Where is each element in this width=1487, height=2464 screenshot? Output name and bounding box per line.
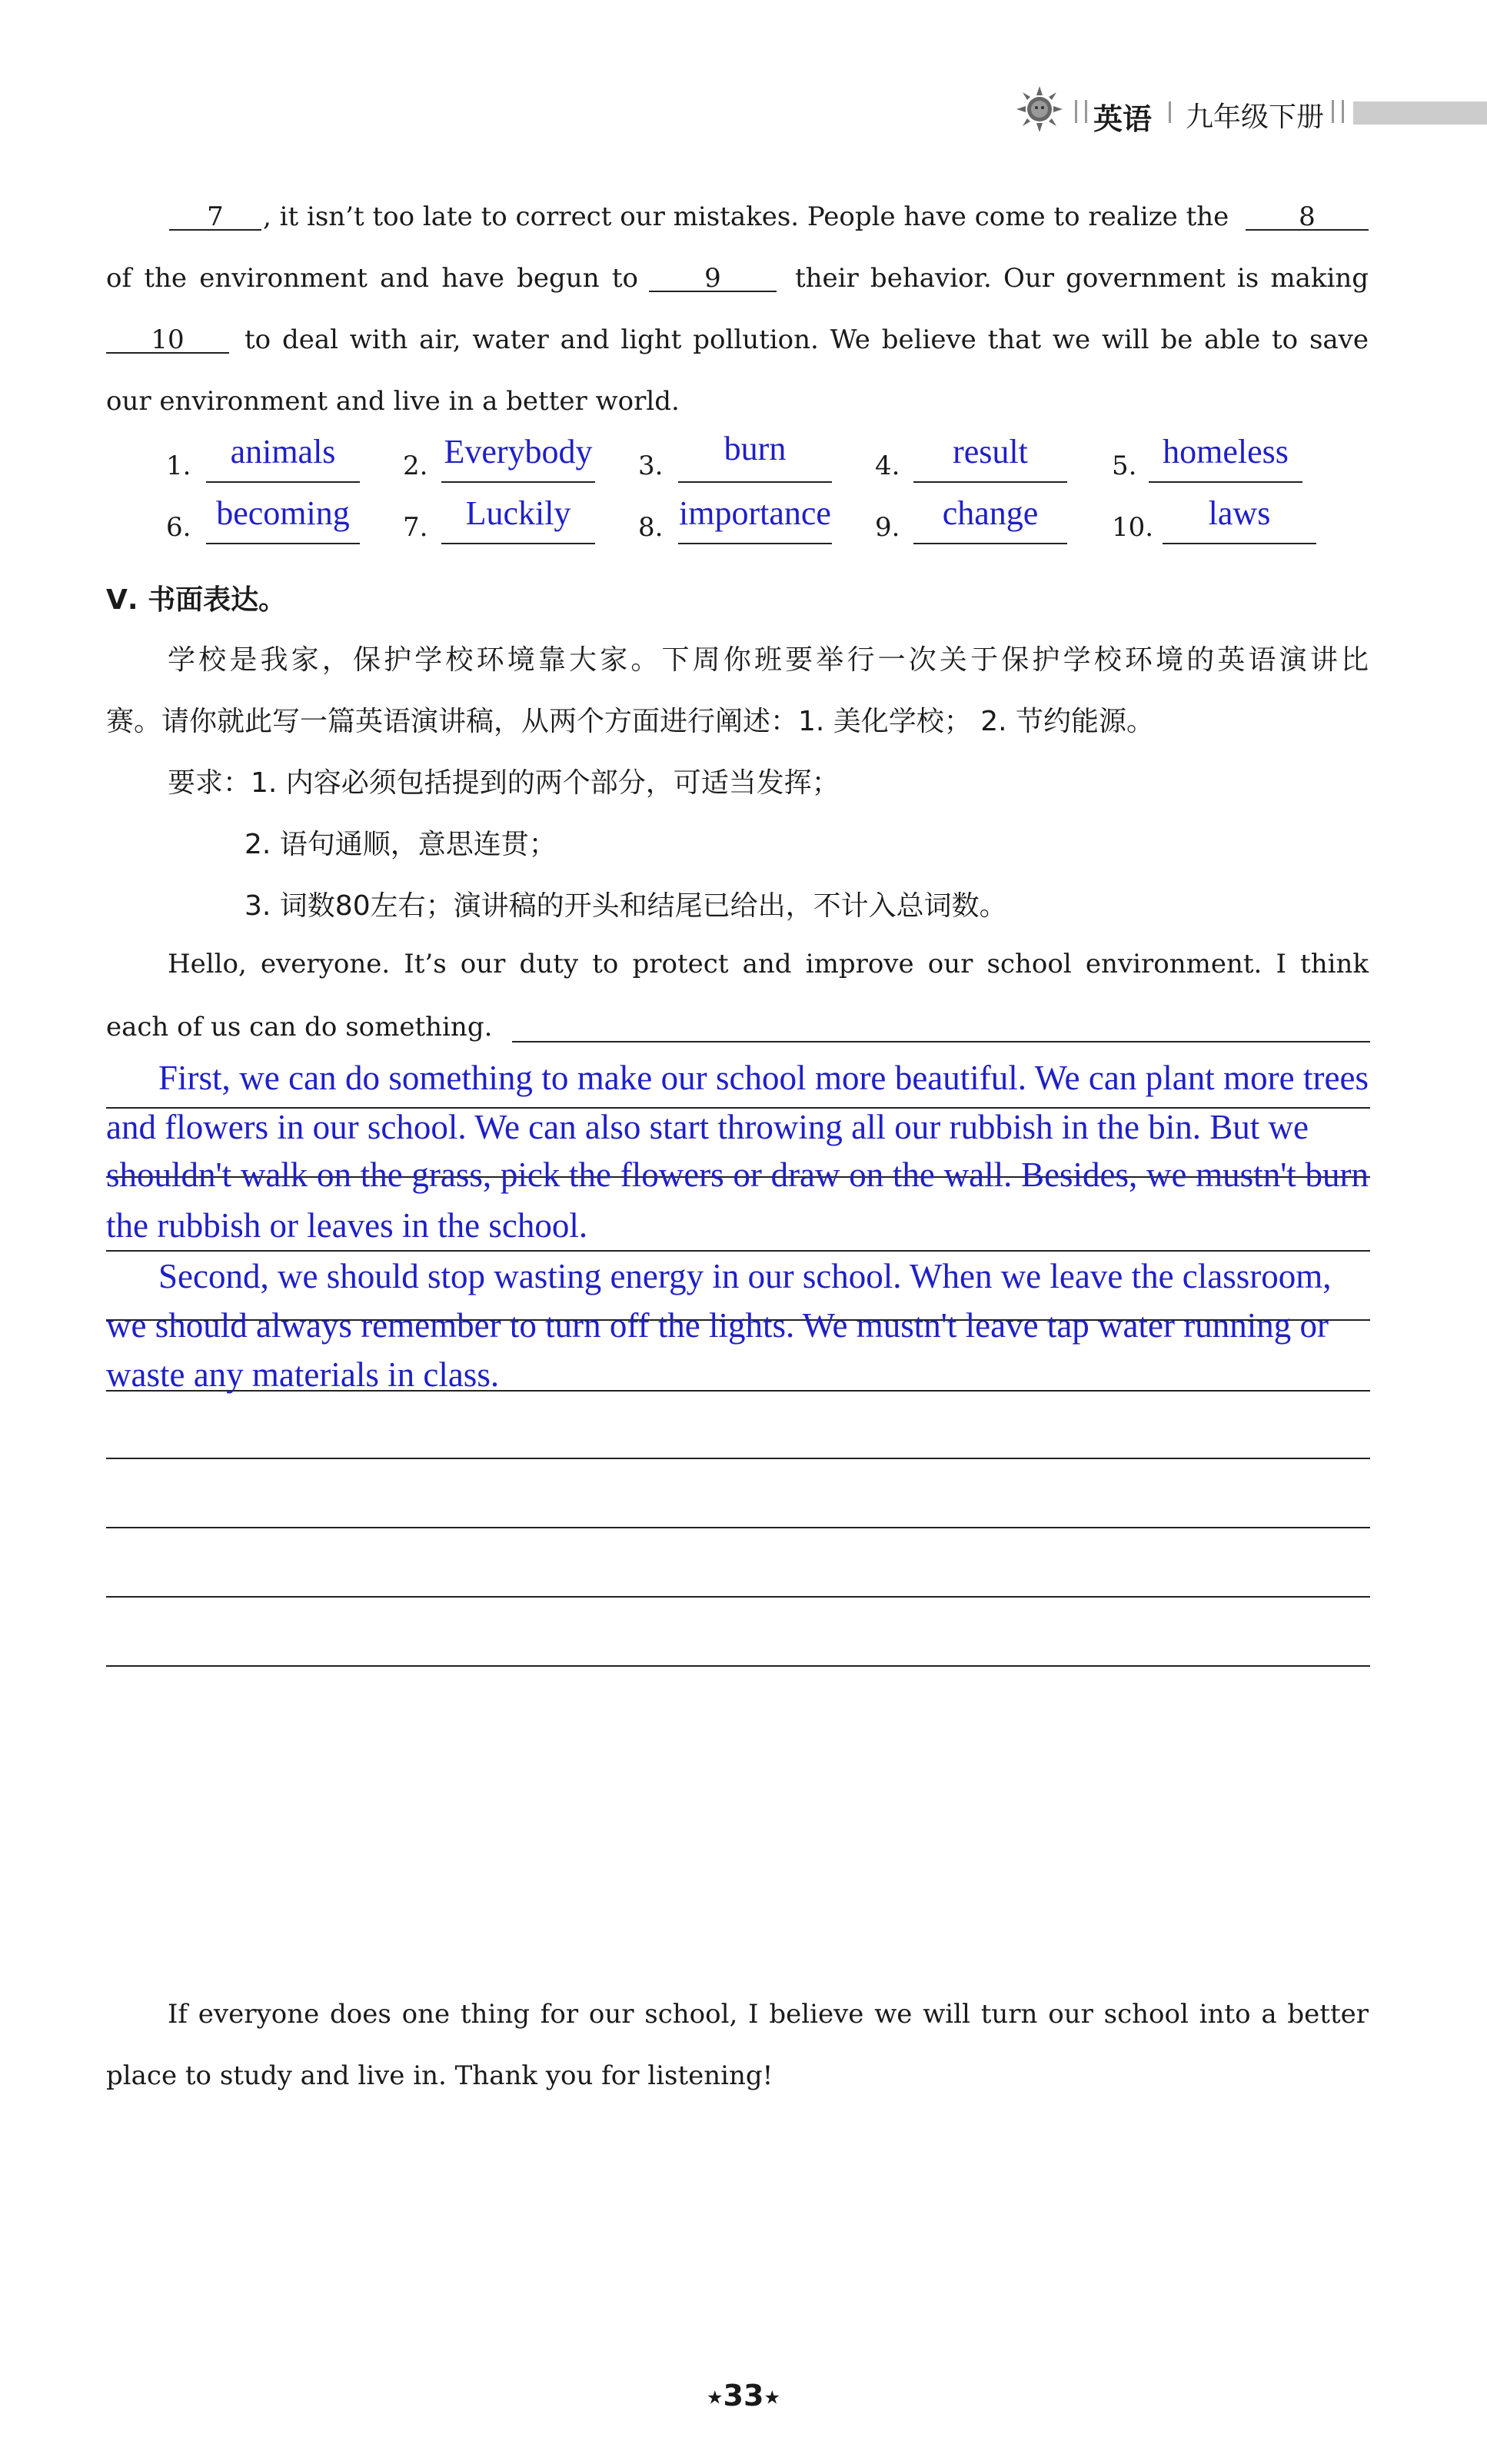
speech-opening: Hello, everyone. It’s our duty to protect and improve our school environment. I think <box>168 949 1369 979</box>
header-book: 九年级下册 <box>1186 101 1325 133</box>
essay-line: waste any materials in class. <box>106 1355 500 1394</box>
sun-logo-icon <box>1015 85 1064 134</box>
answer-blank <box>206 543 360 544</box>
passage-line: of the environment and have begun to <box>106 263 638 294</box>
header-divider-2 <box>1169 101 1171 123</box>
prompt-line: 赛。请你就此写一篇英语演讲稿，从两个方面进行阐述：1. 美化学校； 2. 节约能源。 <box>106 706 1155 737</box>
answer-blank <box>913 481 1067 483</box>
star-icon: ★ <box>707 2386 724 2409</box>
requirement: 3. 词数80左右；演讲稿的开头和结尾已给出，不计入总词数。 <box>245 890 1007 922</box>
speech-closing: If everyone does one thing for our school, I believe we will turn our school into a better <box>168 1999 1369 2030</box>
answer-number: 4. <box>875 451 900 481</box>
page-header <box>1015 85 1487 146</box>
blank-number: 10 <box>151 324 185 355</box>
page-number <box>669 2379 818 2412</box>
answer-number: 5. <box>1112 451 1137 481</box>
answer-word: Luckily <box>465 494 571 532</box>
prompt-line: 学校是我家，保护学校环境靠大家。下周你班要举行一次关于保护学校环境的英语演讲比 <box>168 644 1369 676</box>
star-icon: ★ <box>763 2386 780 2409</box>
passage-line: , it isn’t too late to correct our mistakes. People have come to realize the <box>263 201 1229 232</box>
speech-opening: each of us can do something. <box>106 1012 493 1042</box>
answer-word: animals <box>230 433 336 471</box>
answer-word: becoming <box>216 494 350 532</box>
answer-number: 9. <box>875 512 900 543</box>
answer-blank <box>678 543 832 544</box>
requirement: 2. 语句通顺，意思连贯； <box>245 829 557 860</box>
answer-number: 3. <box>638 451 664 481</box>
answer-blank <box>441 481 595 483</box>
essay-line: and flowers in our school. We can also start throwing all our rubbish in the bin. But we <box>106 1108 1309 1146</box>
writing-line <box>106 1665 1370 1667</box>
answer-blank <box>913 543 1067 544</box>
essay-line: Second, we should stop wasting energy in our school. When we leave the classroom, <box>158 1257 1332 1295</box>
essay-line: we should always remember to turn off the lights. We mustn't leave tap water running or <box>106 1306 1329 1345</box>
answer-number: 2. <box>403 451 428 481</box>
blank-number: 7 <box>207 201 224 232</box>
answer-number: 10. <box>1112 512 1154 543</box>
writing-line <box>512 1041 1370 1042</box>
answer-blank <box>678 481 832 483</box>
essay-line: the rubbish or leaves in the school. <box>106 1206 588 1245</box>
answer-word: result <box>953 433 1028 471</box>
answer-word: homeless <box>1163 433 1289 471</box>
answer-number: 8. <box>638 512 664 543</box>
header-divider <box>1075 100 1087 123</box>
requirement: 要求：1. 内容必须包括提到的两个部分，可适当发挥； <box>168 767 840 799</box>
answer-word: laws <box>1208 494 1271 532</box>
answer-blank <box>441 543 595 544</box>
writing-line <box>106 1250 1370 1252</box>
passage-line: their behavior. Our government is making <box>795 263 1369 294</box>
answer-blank <box>1149 481 1302 483</box>
answer-number: 7. <box>403 512 428 543</box>
blank-number: 8 <box>1299 201 1316 232</box>
answer-word: importance <box>679 494 831 532</box>
header-divider-3 <box>1332 100 1344 123</box>
answer-number: 1. <box>166 451 191 481</box>
essay-line: First, we can do something to make our school more beautiful. We can plant more trees <box>158 1059 1369 1097</box>
answer-blank <box>206 481 360 483</box>
passage-line: to deal with air, water and light pollution. We believe that we will be able to save <box>245 324 1369 355</box>
header-bar <box>1353 101 1487 125</box>
writing-line <box>106 1458 1370 1459</box>
speech-closing: place to study and live in. Thank you for listening! <box>106 2060 773 2091</box>
answer-word: Everybody <box>444 433 593 471</box>
passage-line: our environment and live in a better world. <box>106 386 680 417</box>
header-subject: 英语 <box>1093 102 1153 136</box>
writing-line <box>106 1527 1370 1528</box>
answer-word: burn <box>724 430 787 467</box>
answer-word: change <box>942 494 1039 532</box>
section-heading: Ⅴ. 书面表达。 <box>106 584 287 616</box>
writing-line <box>106 1596 1370 1598</box>
essay-line: shouldn't walk on the grass, pick the flowers or draw on the wall. Besides, we mustn't burn <box>106 1156 1369 1194</box>
blank-number: 9 <box>704 263 721 294</box>
answer-blank <box>1163 543 1316 544</box>
page-number-value: 33 <box>723 2379 764 2412</box>
answer-number: 6. <box>166 512 191 543</box>
